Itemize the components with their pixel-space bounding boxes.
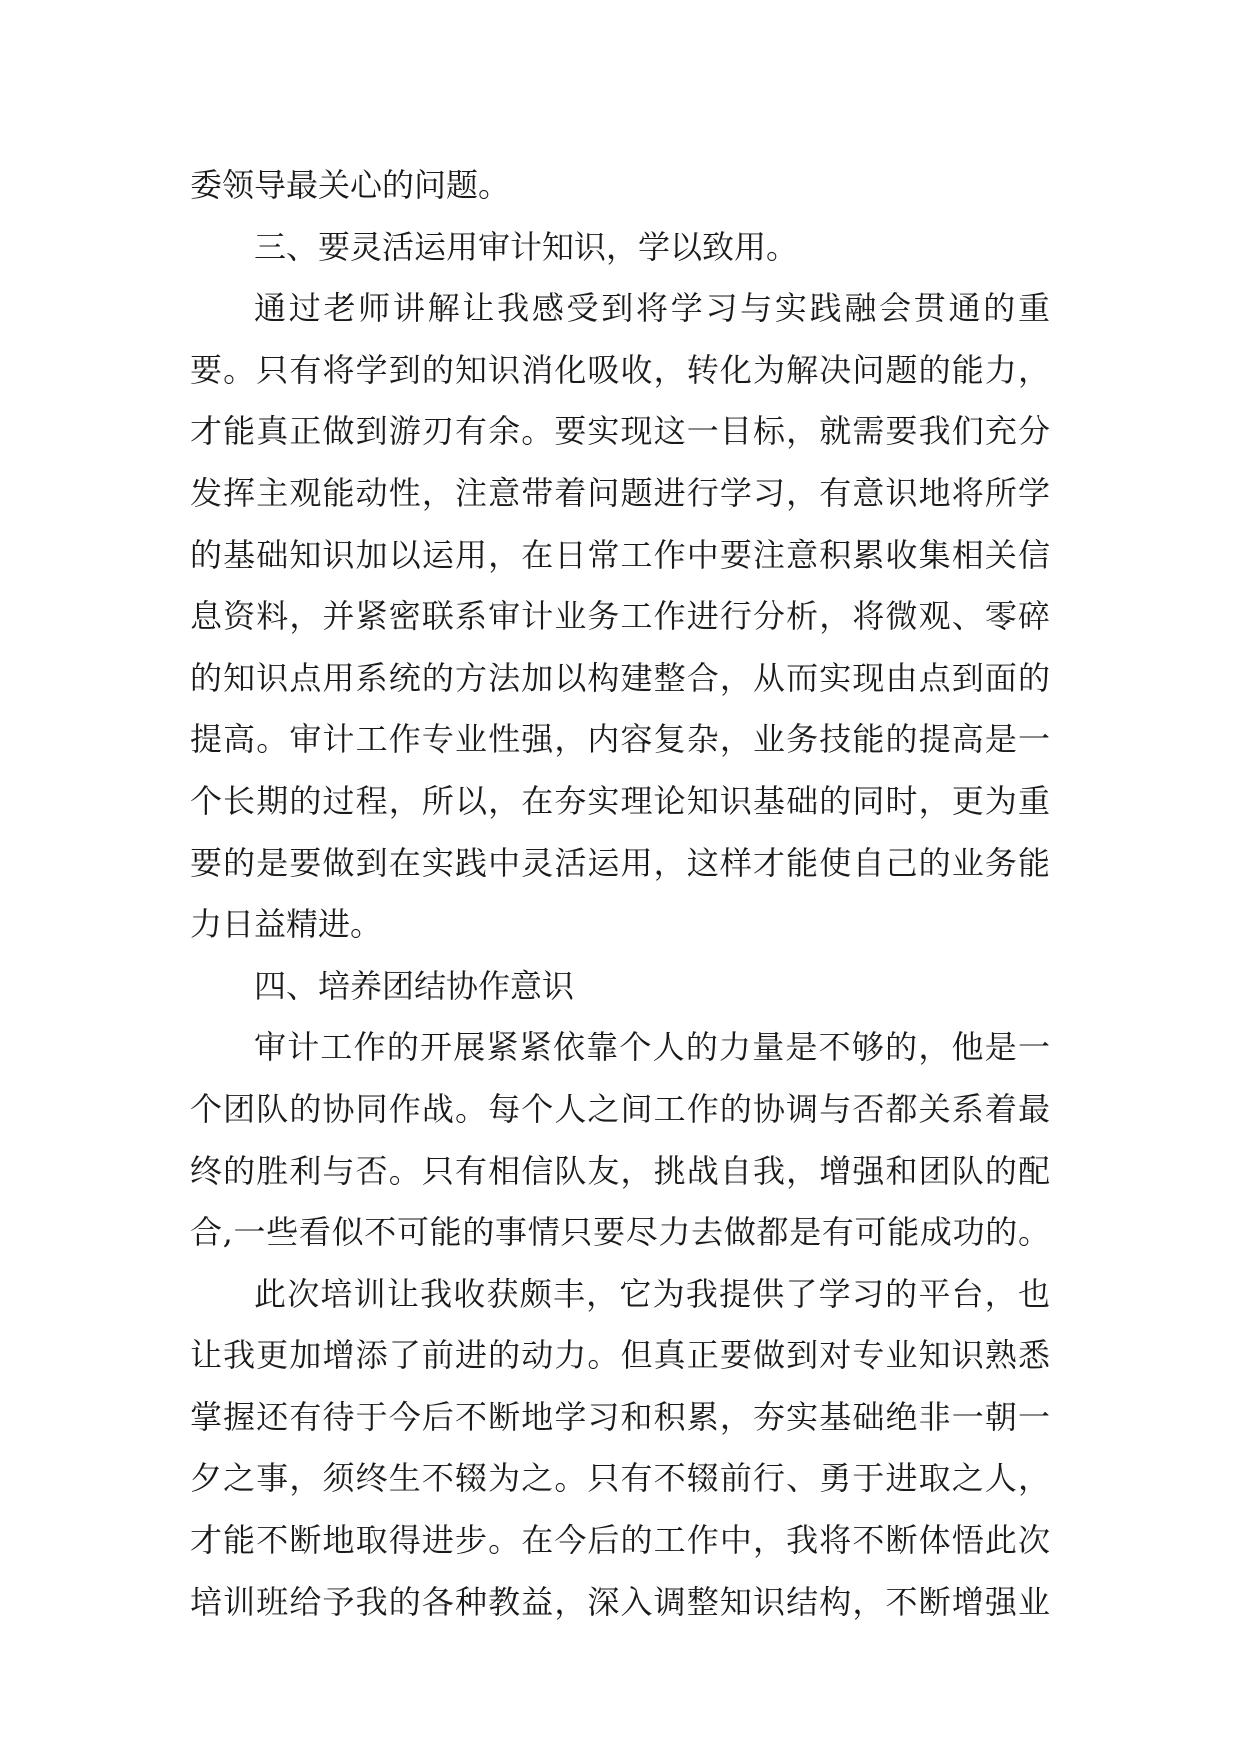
text-line: 夕之事，须终生不辍为之。只有不辍前行、勇于进取之人， [190, 1459, 1050, 1498]
text-line: 掌握还有待于今后不断地学习和积累，夯实基础绝非一朝一 [190, 1397, 1050, 1436]
text-line: 力日益精进。 [190, 905, 383, 944]
text-line: 要的是要做到在实践中灵活运用，这样才能使自己的业务能 [190, 843, 1050, 882]
text-line: 审计工作的开展紧紧依靠个人的力量是不够的，他是一 [254, 1028, 1050, 1067]
text-line: 三、要灵活运用审计知识，学以致用。 [254, 227, 799, 266]
text-line: 终的胜利与否。只有相信队友，挑战自我，增强和团队的配 [190, 1151, 1050, 1190]
text-line: 的基础知识加以运用，在日常工作中要注意积累收集相关信 [190, 535, 1050, 574]
text-line: 才能真正做到游刃有余。要实现这一目标，就需要我们充分 [190, 412, 1050, 451]
text-line: 此次培训让我收获颇丰，它为我提供了学习的平台，也 [254, 1274, 1050, 1313]
text-line: 息资料，并紧密联系审计业务工作进行分析，将微观、零碎 [190, 597, 1050, 636]
text-line: 个团队的协同作战。每个人之间工作的协调与否都关系着最 [190, 1089, 1050, 1128]
text-line: 四、培养团结协作意识 [254, 966, 575, 1005]
text-line: 合,一些看似不可能的事情只要尽力去做都是有可能成功的。 [190, 1213, 1050, 1252]
text-line: 要。只有将学到的知识消化吸收，转化为解决问题的能力， [190, 350, 1050, 389]
text-line: 才能不断地取得进步。在今后的工作中，我将不断体悟此次 [190, 1521, 1050, 1560]
text-line: 发挥主观能动性，注意带着问题进行学习，有意识地将所学 [190, 473, 1050, 512]
text-line: 提高。审计工作专业性强，内容复杂，业务技能的提高是一 [190, 720, 1050, 759]
text-line: 委领导最关心的问题。 [190, 166, 511, 204]
document-body [190, 155, 1050, 1633]
text-line: 通过老师讲解让我感受到将学习与实践融会贯通的重 [254, 289, 1050, 328]
text-line: 让我更加增添了前进的动力。但真正要做到对专业知识熟悉 [190, 1336, 1050, 1375]
text-line: 个长期的过程，所以，在夯实理论知识基础的同时，更为重 [190, 781, 1050, 820]
text-line: 的知识点用系统的方法加以构建整合，从而实现由点到面的 [190, 658, 1050, 697]
text-line: 培训班给予我的各种教益，深入调整知识结构，不断增强业 [190, 1582, 1050, 1621]
